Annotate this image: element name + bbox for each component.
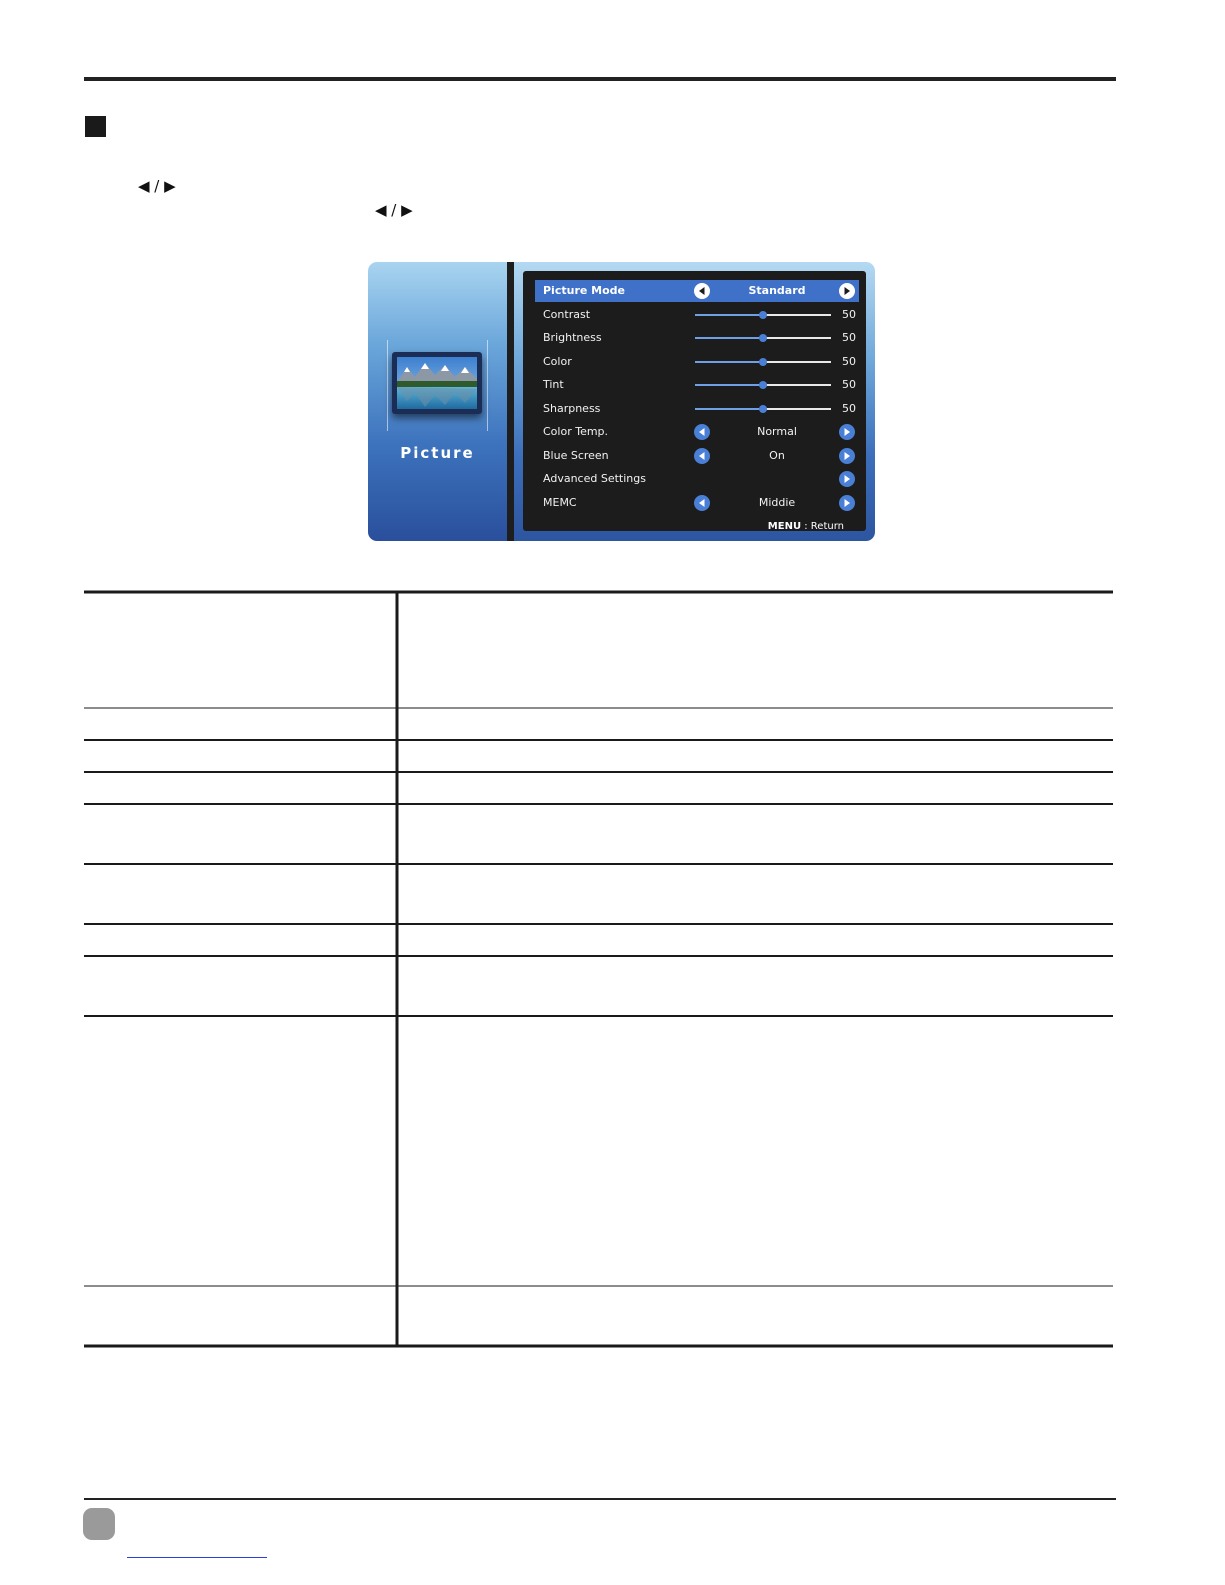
menu-row-value: On [769, 448, 785, 462]
menu-row-label: Contrast [543, 307, 591, 321]
slider-value: 50 [842, 307, 856, 321]
footer-rule [84, 1498, 1116, 1500]
menu-row-label: Sharpness [543, 401, 601, 415]
menu-row-label: Brightness [543, 331, 602, 344]
menu-row-label: MEMC [543, 495, 577, 509]
slider-value: 50 [842, 401, 856, 415]
menu-row-label: Picture Mode [543, 284, 625, 297]
slider-value: 50 [842, 331, 856, 344]
slider-value: 50 [842, 378, 856, 391]
menu-row-label: Color [543, 354, 572, 368]
menu-row-value: Standard [748, 284, 806, 297]
slider-value: 50 [842, 354, 856, 368]
menu-hint-text: : Return [801, 521, 844, 532]
menu-row-value: Middie [758, 495, 796, 509]
menu-key-label: MENU [767, 521, 802, 532]
left-right-arrows-icon: ◀ / ▶ [375, 201, 413, 219]
menu-row-label: Advanced Settings [543, 472, 646, 485]
menu-row-label: Tint [543, 378, 564, 391]
menu-row-value: Normal [757, 425, 797, 438]
left-right-arrows-icon: ◀ / ▶ [138, 177, 176, 195]
page-number-badge [83, 1508, 115, 1540]
menu-row-label: Color Temp. [543, 425, 609, 438]
link-underline [127, 1557, 267, 1558]
section-title: Picture [400, 444, 475, 462]
menu-row-label: Blue Screen [543, 448, 609, 462]
